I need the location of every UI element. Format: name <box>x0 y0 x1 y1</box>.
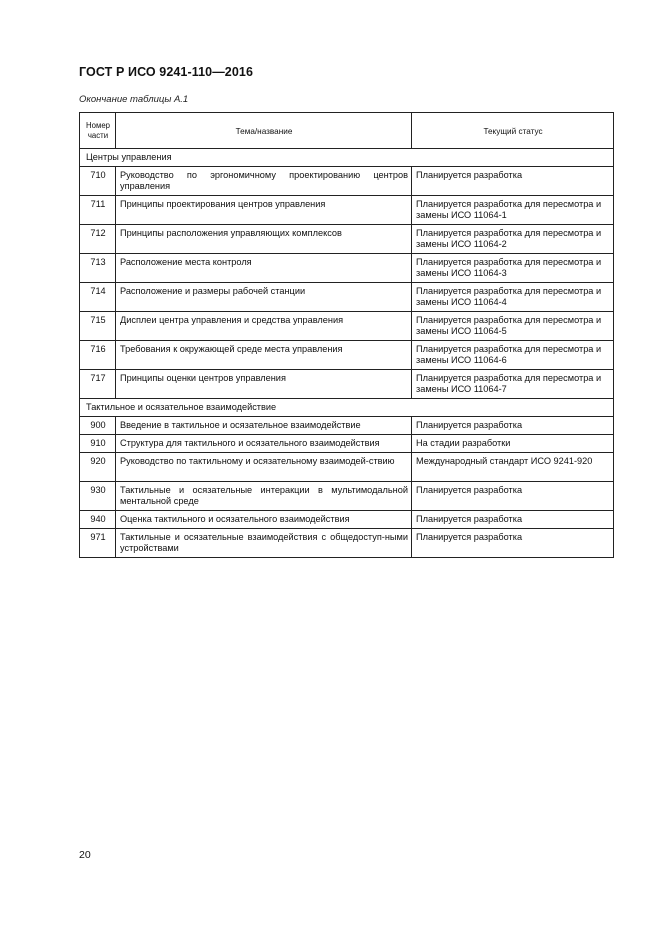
part-number: 900 <box>80 417 116 435</box>
table-row <box>80 417 614 435</box>
table-row <box>80 435 614 453</box>
table-header-row <box>80 113 614 149</box>
table-row <box>80 254 614 283</box>
part-topic: Руководство по тактильному и осязательному взаимодей-ствию <box>116 453 412 482</box>
part-topic: Принципы проектирования центров управления <box>116 196 412 225</box>
part-number: 930 <box>80 482 116 511</box>
part-topic: Оценка тактильного и осязательного взаимодействия <box>116 511 412 529</box>
part-number: 716 <box>80 341 116 370</box>
part-number: 710 <box>80 167 116 196</box>
table-row <box>80 225 614 254</box>
part-number: 712 <box>80 225 116 254</box>
table-row <box>80 482 614 511</box>
table-row <box>80 196 614 225</box>
standards-table <box>79 112 614 558</box>
part-status: Планируется разработка <box>412 167 614 196</box>
part-status: Планируется разработка для пересмотра и замены ИСО 11064-5 <box>412 312 614 341</box>
part-number: 714 <box>80 283 116 312</box>
part-topic: Структура для тактильного и осязательного взаимодействия <box>116 435 412 453</box>
part-status: Планируется разработка <box>412 417 614 435</box>
document-title: ГОСТ Р ИСО 9241-110—2016 <box>79 65 254 79</box>
table-caption: Окончание таблицы А.1 <box>79 94 189 105</box>
part-status: Планируется разработка для пересмотра и замены ИСО 11064-6 <box>412 341 614 370</box>
part-topic: Введение в тактильное и осязательное взаимодействие <box>116 417 412 435</box>
part-number: 713 <box>80 254 116 283</box>
part-topic: Расположение места контроля <box>116 254 412 283</box>
section-title: Центры управления <box>80 149 614 167</box>
table-row <box>80 167 614 196</box>
table-row <box>80 453 614 482</box>
part-number: 717 <box>80 370 116 399</box>
part-status: Планируется разработка для пересмотра и замены ИСО 11064-3 <box>412 254 614 283</box>
header-topic: Тема/название <box>116 113 412 149</box>
part-status: Планируется разработка для пересмотра и замены ИСО 11064-2 <box>412 225 614 254</box>
part-status: Планируется разработка для пересмотра и замены ИСО 11064-7 <box>412 370 614 399</box>
part-number: 920 <box>80 453 116 482</box>
part-topic: Принципы расположения управляющих комплексов <box>116 225 412 254</box>
part-topic: Тактильные и осязательные взаимодействия с общедоступ-ными устройствами <box>116 529 412 558</box>
part-status: Планируется разработка <box>412 529 614 558</box>
part-number: 711 <box>80 196 116 225</box>
table-row <box>80 341 614 370</box>
part-status: Планируется разработка <box>412 511 614 529</box>
table-row <box>80 283 614 312</box>
part-topic: Расположение и размеры рабочей станции <box>116 283 412 312</box>
part-topic: Дисплеи центра управления и средства управления <box>116 312 412 341</box>
section-title: Тактильное и осязательное взаимодействие <box>80 399 614 417</box>
part-status: Планируется разработка <box>412 482 614 511</box>
part-status: Планируется разработка для пересмотра и замены ИСО 11064-4 <box>412 283 614 312</box>
part-status: На стадии разработки <box>412 435 614 453</box>
part-status: Международный стандарт ИСО 9241-920 <box>412 453 614 482</box>
table-row <box>80 511 614 529</box>
part-number: 910 <box>80 435 116 453</box>
part-topic: Принципы оценки центров управления <box>116 370 412 399</box>
section-row <box>80 149 614 167</box>
part-number: 940 <box>80 511 116 529</box>
part-number: 715 <box>80 312 116 341</box>
section-row <box>80 399 614 417</box>
header-number: Номер части <box>80 113 116 149</box>
table-row <box>80 312 614 341</box>
part-status: Планируется разработка для пересмотра и замены ИСО 11064-1 <box>412 196 614 225</box>
part-number: 971 <box>80 529 116 558</box>
part-topic: Руководство по эргономичному проектированию центров управления <box>116 167 412 196</box>
header-status: Текущий статус <box>412 113 614 149</box>
table-row <box>80 529 614 558</box>
part-topic: Тактильные и осязательные интеракции в мультимодальной ментальной среде <box>116 482 412 511</box>
page-number: 20 <box>79 849 91 861</box>
part-topic: Требования к окружающей среде места управления <box>116 341 412 370</box>
table-row <box>80 370 614 399</box>
